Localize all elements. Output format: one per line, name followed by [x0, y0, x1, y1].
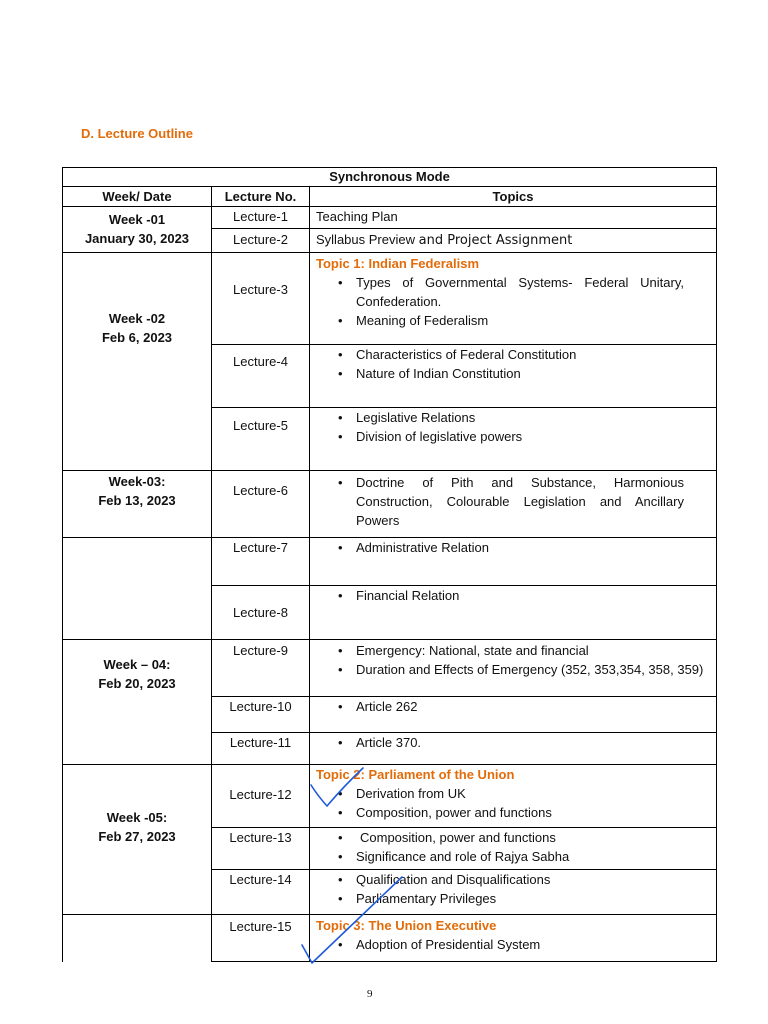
- topics-cell: [310, 915, 717, 962]
- mode-header: Synchronous Mode: [63, 168, 717, 187]
- topic-bullet: • Types of Governmental Systems- Federal Unitary, Confederation.: [316, 273, 684, 311]
- column-header-topics: Topics: [310, 187, 717, 207]
- topic-bullet: • Characteristics of Federal Constitution: [316, 345, 684, 364]
- lecture-number: Lecture-6: [212, 471, 310, 538]
- topic-bullet: • Doctrine of Pith and Substance, Harmonious Construction, Colourable Legislation and Ancillary Powers: [316, 473, 684, 530]
- topic-title: Topic 1: Indian Federalism: [316, 256, 480, 271]
- topic-bullet: • Legislative Relations: [316, 408, 684, 427]
- topic-bullet-list: [316, 828, 684, 866]
- topics-cell: [310, 697, 717, 733]
- topic-bullet: • Emergency: National, state and financial: [316, 641, 684, 660]
- week-date: Feb 13, 2023: [98, 493, 176, 508]
- week-date: Feb 20, 2023: [98, 676, 176, 691]
- column-header-lecture-no: Lecture No.: [212, 187, 310, 207]
- lecture-number: Lecture-8: [212, 586, 310, 640]
- topic-bullet-list: [316, 273, 684, 330]
- topic-bullet: • Duration and Effects of Emergency (352, 353,354, 358, 359): [316, 660, 684, 679]
- week-label: Week-03:: [108, 474, 166, 489]
- topic-bullet-list: [316, 473, 684, 530]
- week-date: Feb 6, 2023: [101, 330, 173, 345]
- topic-bullet-list: [316, 586, 684, 605]
- lecture-number: Lecture-3: [212, 253, 310, 345]
- page-number: 9: [367, 988, 373, 1000]
- week-date: January 30, 2023: [84, 231, 190, 246]
- lecture-number: Lecture-14: [212, 870, 310, 915]
- week-cell: [63, 207, 212, 253]
- week-cell: [63, 640, 212, 765]
- week-cell: [63, 253, 212, 471]
- topic-bullet-list: [316, 870, 684, 908]
- topic-bullet: • Composition, power and functions: [316, 828, 684, 847]
- topics-cell: [310, 345, 717, 408]
- topic-bullet: • Financial Relation: [316, 586, 684, 605]
- topic-bullet-list: [316, 641, 704, 679]
- topics-cell: [310, 586, 717, 640]
- topic-bullet-list: [316, 538, 684, 557]
- lecture-number: Lecture-11: [212, 733, 310, 765]
- topic-bullet: • Nature of Indian Constitution: [316, 364, 684, 383]
- lecture-number: Lecture-2: [212, 229, 310, 253]
- topics-cell: [310, 765, 717, 828]
- topic-text: and Project Assignment: [418, 233, 573, 248]
- topic-bullet-list: [316, 345, 684, 383]
- week-label: Week -05:: [106, 810, 168, 825]
- week-cell-empty: [63, 915, 212, 962]
- topic-bullet-list: [316, 733, 684, 752]
- topic-text: Syllabus Preview: [316, 232, 415, 247]
- topic-bullet-list: [316, 408, 684, 446]
- week-cell: [63, 765, 212, 915]
- lecture-number: Lecture-5: [212, 408, 310, 471]
- topics-cell: [310, 733, 717, 765]
- lecture-number: Lecture-10: [212, 697, 310, 733]
- lecture-number: Lecture-9: [212, 640, 310, 697]
- topic-bullet: • Adoption of Presidential System: [316, 935, 684, 954]
- topic-bullet-list: [316, 935, 684, 954]
- lecture-outline-table: [62, 167, 717, 962]
- topics-cell: [310, 471, 717, 538]
- lecture-number: Lecture-13: [212, 828, 310, 870]
- week-label: Week -01: [108, 212, 166, 227]
- topics-cell: [310, 538, 717, 586]
- topic-bullet-list: [316, 697, 684, 716]
- topics-cell: [310, 828, 717, 870]
- topics-cell: [310, 253, 717, 345]
- topics-cell: [310, 870, 717, 915]
- topics-cell: [310, 229, 717, 253]
- topic-title: Topic 2: Parliament of the Union: [316, 767, 515, 782]
- week-label: Week -02: [108, 311, 166, 326]
- topic-bullet: • Division of legislative powers: [316, 427, 684, 446]
- topic-bullet: • Parliamentary Privileges: [316, 889, 684, 908]
- section-heading: D. Lecture Outline: [81, 126, 193, 141]
- topic-text: Teaching Plan: [316, 209, 398, 224]
- topic-title: Topic 3: The Union Executive: [316, 918, 497, 933]
- topic-bullet: • Article 262: [316, 697, 684, 716]
- lecture-number: Lecture-15: [212, 915, 310, 962]
- topic-bullet: • Significance and role of Rajya Sabha: [316, 847, 684, 866]
- week-date: Feb 27, 2023: [98, 829, 176, 844]
- lecture-number: Lecture-4: [212, 345, 310, 408]
- topics-cell: [310, 408, 717, 471]
- lecture-number: Lecture-12: [212, 765, 310, 828]
- topic-bullet: • Derivation from UK: [316, 784, 684, 803]
- topic-bullet: • Meaning of Federalism: [316, 311, 684, 330]
- topics-cell: [310, 207, 717, 229]
- lecture-number: Lecture-1: [212, 207, 310, 229]
- topic-bullet: • Administrative Relation: [316, 538, 684, 557]
- column-header-week-date: Week/ Date: [63, 187, 212, 207]
- lecture-number: Lecture-7: [212, 538, 310, 586]
- topic-bullet: • Qualification and Disqualifications: [316, 870, 684, 889]
- topic-bullet: • Composition, power and functions: [316, 803, 684, 822]
- topics-cell: [310, 640, 717, 697]
- topic-bullet-list: [316, 784, 684, 822]
- topic-bullet: • Article 370.: [316, 733, 684, 752]
- week-cell: [63, 471, 212, 538]
- week-label: Week – 04:: [103, 657, 171, 672]
- week-cell-empty: [63, 538, 212, 640]
